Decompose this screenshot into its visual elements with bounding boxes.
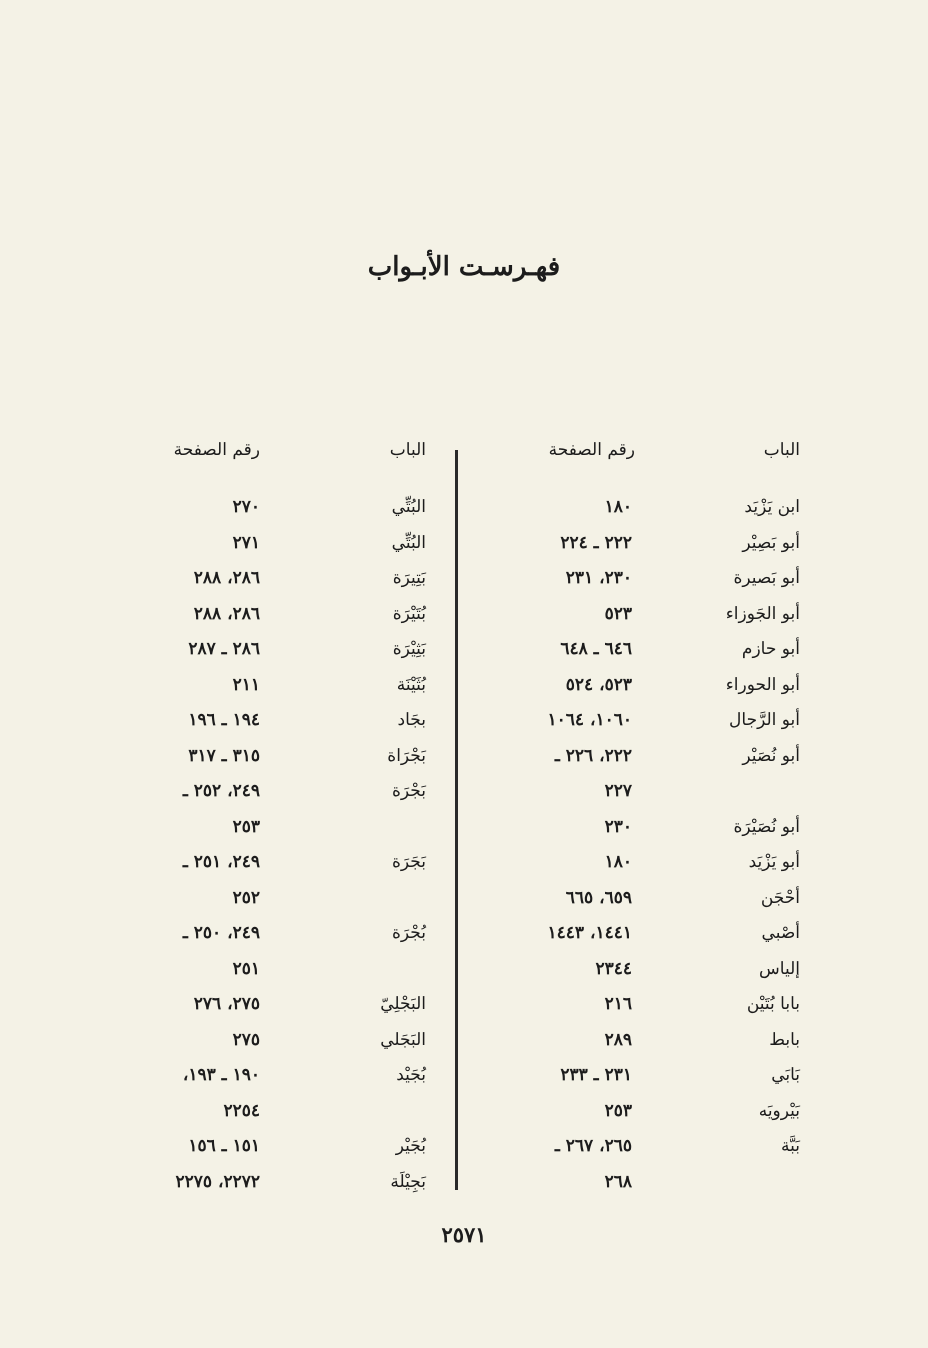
column-divider [455, 450, 458, 1190]
right-page-numbers: ٥٢٣ [604, 603, 632, 624]
right-page-numbers: ٢٢٢، ٢٢٦ ـ [554, 745, 632, 766]
right-chapter-name: أبو يَزْيَد [748, 852, 800, 872]
right-chapter-name: أبو الرَّجال [729, 710, 800, 730]
page-title: فهـرسـت الأبـواب [367, 252, 561, 282]
right-page-numbers: ٢٨٩ [604, 1029, 632, 1050]
left-chapter-name: بُجَيْد [396, 1065, 426, 1085]
left-chapter-name: بجَاد [397, 710, 426, 730]
right-chapter-name: بابط [769, 1029, 800, 1050]
left-page-numbers: ٢٥١ [232, 958, 260, 979]
left-page-numbers: ٢٨٦ ـ ٢٨٧ [188, 639, 260, 659]
left-chapter-name: بَجْرَة [392, 781, 426, 801]
left-page-numbers: ٢١١ [232, 674, 260, 695]
right-chapter-name: ابن يَزْيَد [744, 497, 800, 517]
right-chapter-name: إلياس [759, 958, 800, 979]
right-chapter-name: أصْبي [761, 923, 800, 943]
right-chapter-name: بَابَي [771, 1065, 800, 1085]
right-chapter-name: أبو الحوراء [725, 674, 800, 695]
page-number: ٢٥٧١ [441, 1222, 487, 1247]
left-page-numbers: ٢٥٢ [232, 887, 260, 908]
right-page-numbers: ٢١٦ [604, 994, 632, 1014]
left-chapter-name: البَجَلي [380, 1029, 426, 1050]
left-chapter-name: بَجْرَاة [387, 745, 426, 766]
left-page-numbers: ١٥١ ـ ١٥٦ [188, 1136, 260, 1156]
left-page-header: رقم الصفحة [173, 440, 260, 460]
right-chapter-name: بابا بُتَيْن [746, 994, 800, 1014]
left-page-numbers: ١٩٤ ـ ١٩٦ [188, 710, 260, 730]
right-page-numbers: ٢٣٠، ٢٣١ [565, 568, 632, 588]
right-page-numbers: ٢٥٣ [604, 1100, 632, 1121]
right-chapter-name: أحْجَن [760, 887, 800, 908]
right-chapter-name: أبو نُصَيْرَة [733, 816, 800, 837]
left-page-numbers: ٢٧٥ [232, 1029, 260, 1050]
right-chapter-name: بَبَّة [781, 1136, 800, 1156]
right-page-numbers: ٢٣٠ [604, 816, 632, 837]
left-chapter-name: بُجَيْر [395, 1136, 426, 1156]
left-chapter-name: البُتِّي [391, 532, 426, 553]
left-page-numbers: ٢٧١ [232, 532, 260, 553]
right-chapter-name: بَيْرويَه [758, 1100, 800, 1121]
right-page-numbers: ٢٦٥، ٢٦٧ ـ [554, 1136, 632, 1156]
right-chapter-name: أبو بَصيرة [733, 568, 800, 588]
left-chapter-name: بُثَيْنَة [396, 674, 426, 695]
right-page-numbers: ٢٢٧ [604, 781, 632, 801]
left-chapter-header: الباب [389, 440, 426, 460]
left-chapter-name: بُجْرَة [392, 923, 426, 943]
right-page-numbers: ٢٣١ ـ ٢٣٣ [560, 1065, 632, 1085]
left-page-numbers: ٢٢٥٤ [223, 1100, 260, 1121]
right-page-numbers: ١٠٦٠، ١٠٦٤ [547, 710, 632, 730]
right-page-numbers: ١٨٠ [604, 497, 632, 517]
left-page-numbers: ٣١٥ ـ ٣١٧ [188, 745, 260, 766]
right-page-numbers: ١٨٠ [604, 852, 632, 872]
left-page-numbers: ٢٨٦، ٢٨٨ [193, 603, 260, 624]
right-page-numbers: ٦٥٩، ٦٦٥ [565, 887, 632, 908]
left-chapter-name: بُتَيْرَة [392, 603, 426, 624]
right-page-numbers: ١٤٤١، ١٤٤٣ [547, 923, 632, 943]
right-chapter-name: أبو حازم [741, 639, 800, 659]
left-chapter-name: بَتِيرَة [392, 568, 426, 588]
left-chapter-name: بَجَرَة [392, 852, 426, 872]
right-page-header: رقم الصفحة [548, 440, 635, 460]
left-chapter-name: البُتِّي [391, 497, 426, 517]
right-chapter-header: الباب [763, 440, 800, 460]
right-chapter-name: أبو بَصِيْر [742, 532, 800, 553]
left-page-numbers: ٢٢٧٢، ٢٢٧٥ [175, 1171, 260, 1192]
right-page-numbers: ٢٣٤٤ [595, 958, 632, 979]
left-page-numbers: ٢٨٦، ٢٨٨ [193, 568, 260, 588]
right-page-numbers: ٢٢٢ ـ ٢٢٤ [560, 532, 632, 553]
left-chapter-name: بَجِيْلَة [390, 1171, 426, 1192]
left-page-numbers: ٢٧٠ [232, 497, 260, 517]
left-page-numbers: ٢٤٩، ٢٥٠ ـ [182, 923, 260, 943]
left-page-numbers: ٢٤٩، ٢٥١ ـ [182, 852, 260, 872]
left-chapter-name: بَثِيْرَة [392, 639, 426, 659]
right-page-numbers: ٢٦٨ [604, 1171, 632, 1192]
right-chapter-name: أبو الجَوزاء [725, 603, 800, 624]
right-chapter-name: أبو نُصَيْر [742, 745, 800, 766]
left-page-numbers: ٢٥٣ [232, 816, 260, 837]
right-page-numbers: ٦٤٦ ـ ٦٤٨ [560, 639, 632, 659]
left-page-numbers: ١٩٠ ـ ١٩٣، [182, 1065, 260, 1085]
left-page-numbers: ٢٤٩، ٢٥٢ ـ [182, 781, 260, 801]
left-chapter-name: البَجْلِيّ [380, 994, 426, 1014]
right-page-numbers: ٥٢٣، ٥٢٤ [565, 674, 632, 695]
left-page-numbers: ٢٧٥، ٢٧٦ [193, 994, 260, 1014]
